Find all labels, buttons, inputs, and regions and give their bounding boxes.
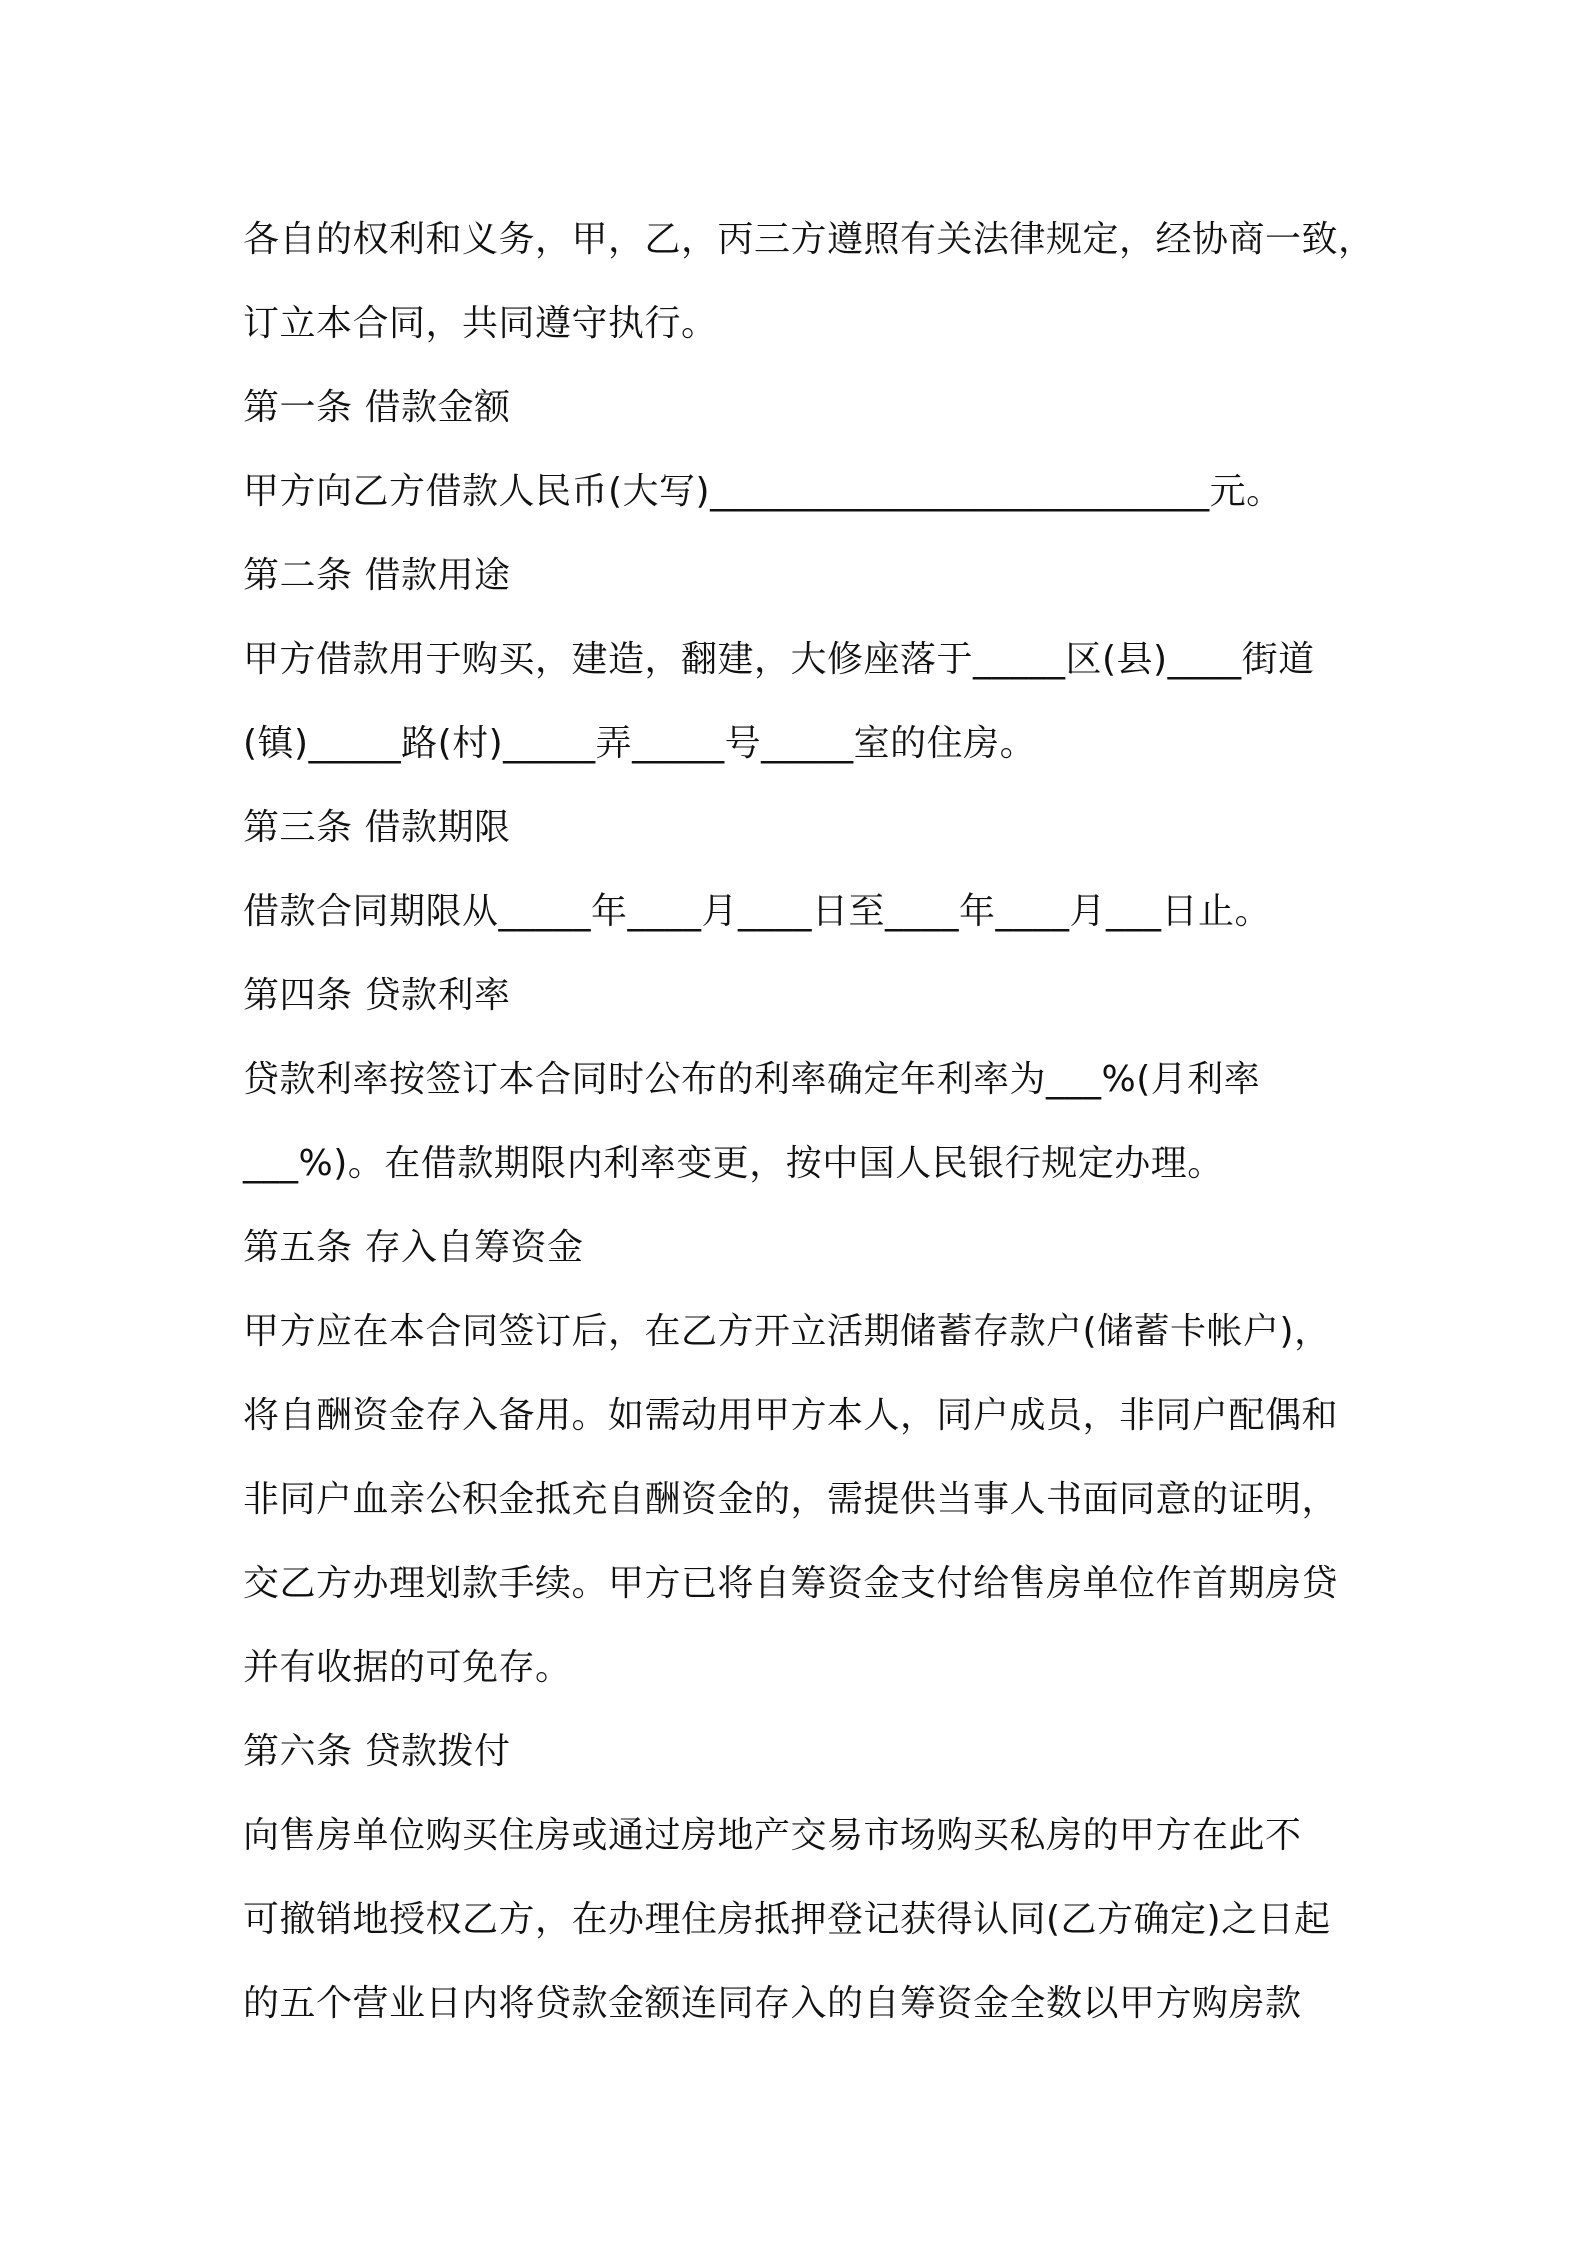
article-heading: 第五条 存入自筹资金 bbox=[243, 1227, 584, 1268]
article-heading: 第四条 贷款利率 bbox=[243, 975, 511, 1016]
article-heading: 第六条 贷款拨付 bbox=[243, 1731, 511, 1772]
text-line: 非同户血亲公积金抵充自酬资金的，需提供当事人书面同意的证明， bbox=[243, 1479, 1339, 1520]
text-line: 可撤销地授权乙方，在办理住房抵押登记获得认同(乙方确定)之日起 bbox=[243, 1899, 1331, 1940]
article-heading: 第二条 借款用途 bbox=[243, 555, 511, 596]
text-line: 甲方应在本合同签订后，在乙方开立活期储蓄存款户(储蓄卡帐户)， bbox=[243, 1311, 1331, 1352]
text-line: ___%)。在借款期限内利率变更，按中国人民银行规定办理。 bbox=[243, 1143, 1224, 1184]
text-line: 交乙方办理划款手续。甲方已将自筹资金支付给售房单位作首期房贷 bbox=[243, 1563, 1339, 1604]
text-line: 甲方借款用于购买，建造，翻建，大修座落于_____区(县)____街道 bbox=[243, 639, 1315, 680]
text-line: 订立本合同，共同遵守执行。 bbox=[243, 303, 718, 344]
text-line: 向售房单位购买住房或通过房地产交易市场购买私房的甲方在此不 bbox=[243, 1815, 1302, 1856]
text-line: 借款合同期限从_____年____月____日至____年____月___日止。 bbox=[243, 891, 1272, 932]
text-line: (镇)_____路(村)_____弄_____号_____室的住房。 bbox=[243, 723, 1037, 764]
text-line: 各自的权利和义务，甲，乙，丙三方遵照有关法律规定，经协商一致， bbox=[243, 219, 1375, 260]
article-heading: 第一条 借款金额 bbox=[243, 387, 511, 428]
document-body bbox=[243, 198, 1375, 2046]
text-line: 的五个营业日内将贷款金额连同存入的自筹资金全数以甲方购房款 bbox=[243, 1983, 1302, 2024]
text-line: 将自酬资金存入备用。如需动用甲方本人，同户成员，非同户配偶和 bbox=[243, 1395, 1339, 1436]
text-line: 并有收据的可免存。 bbox=[243, 1647, 572, 1688]
text-line: 甲方向乙方借款人民币(大写)___________________________元。 bbox=[243, 471, 1283, 512]
article-heading: 第三条 借款期限 bbox=[243, 807, 511, 848]
text-line: 贷款利率按签订本合同时公布的利率确定年利率为___%(月利率 bbox=[243, 1059, 1261, 1100]
